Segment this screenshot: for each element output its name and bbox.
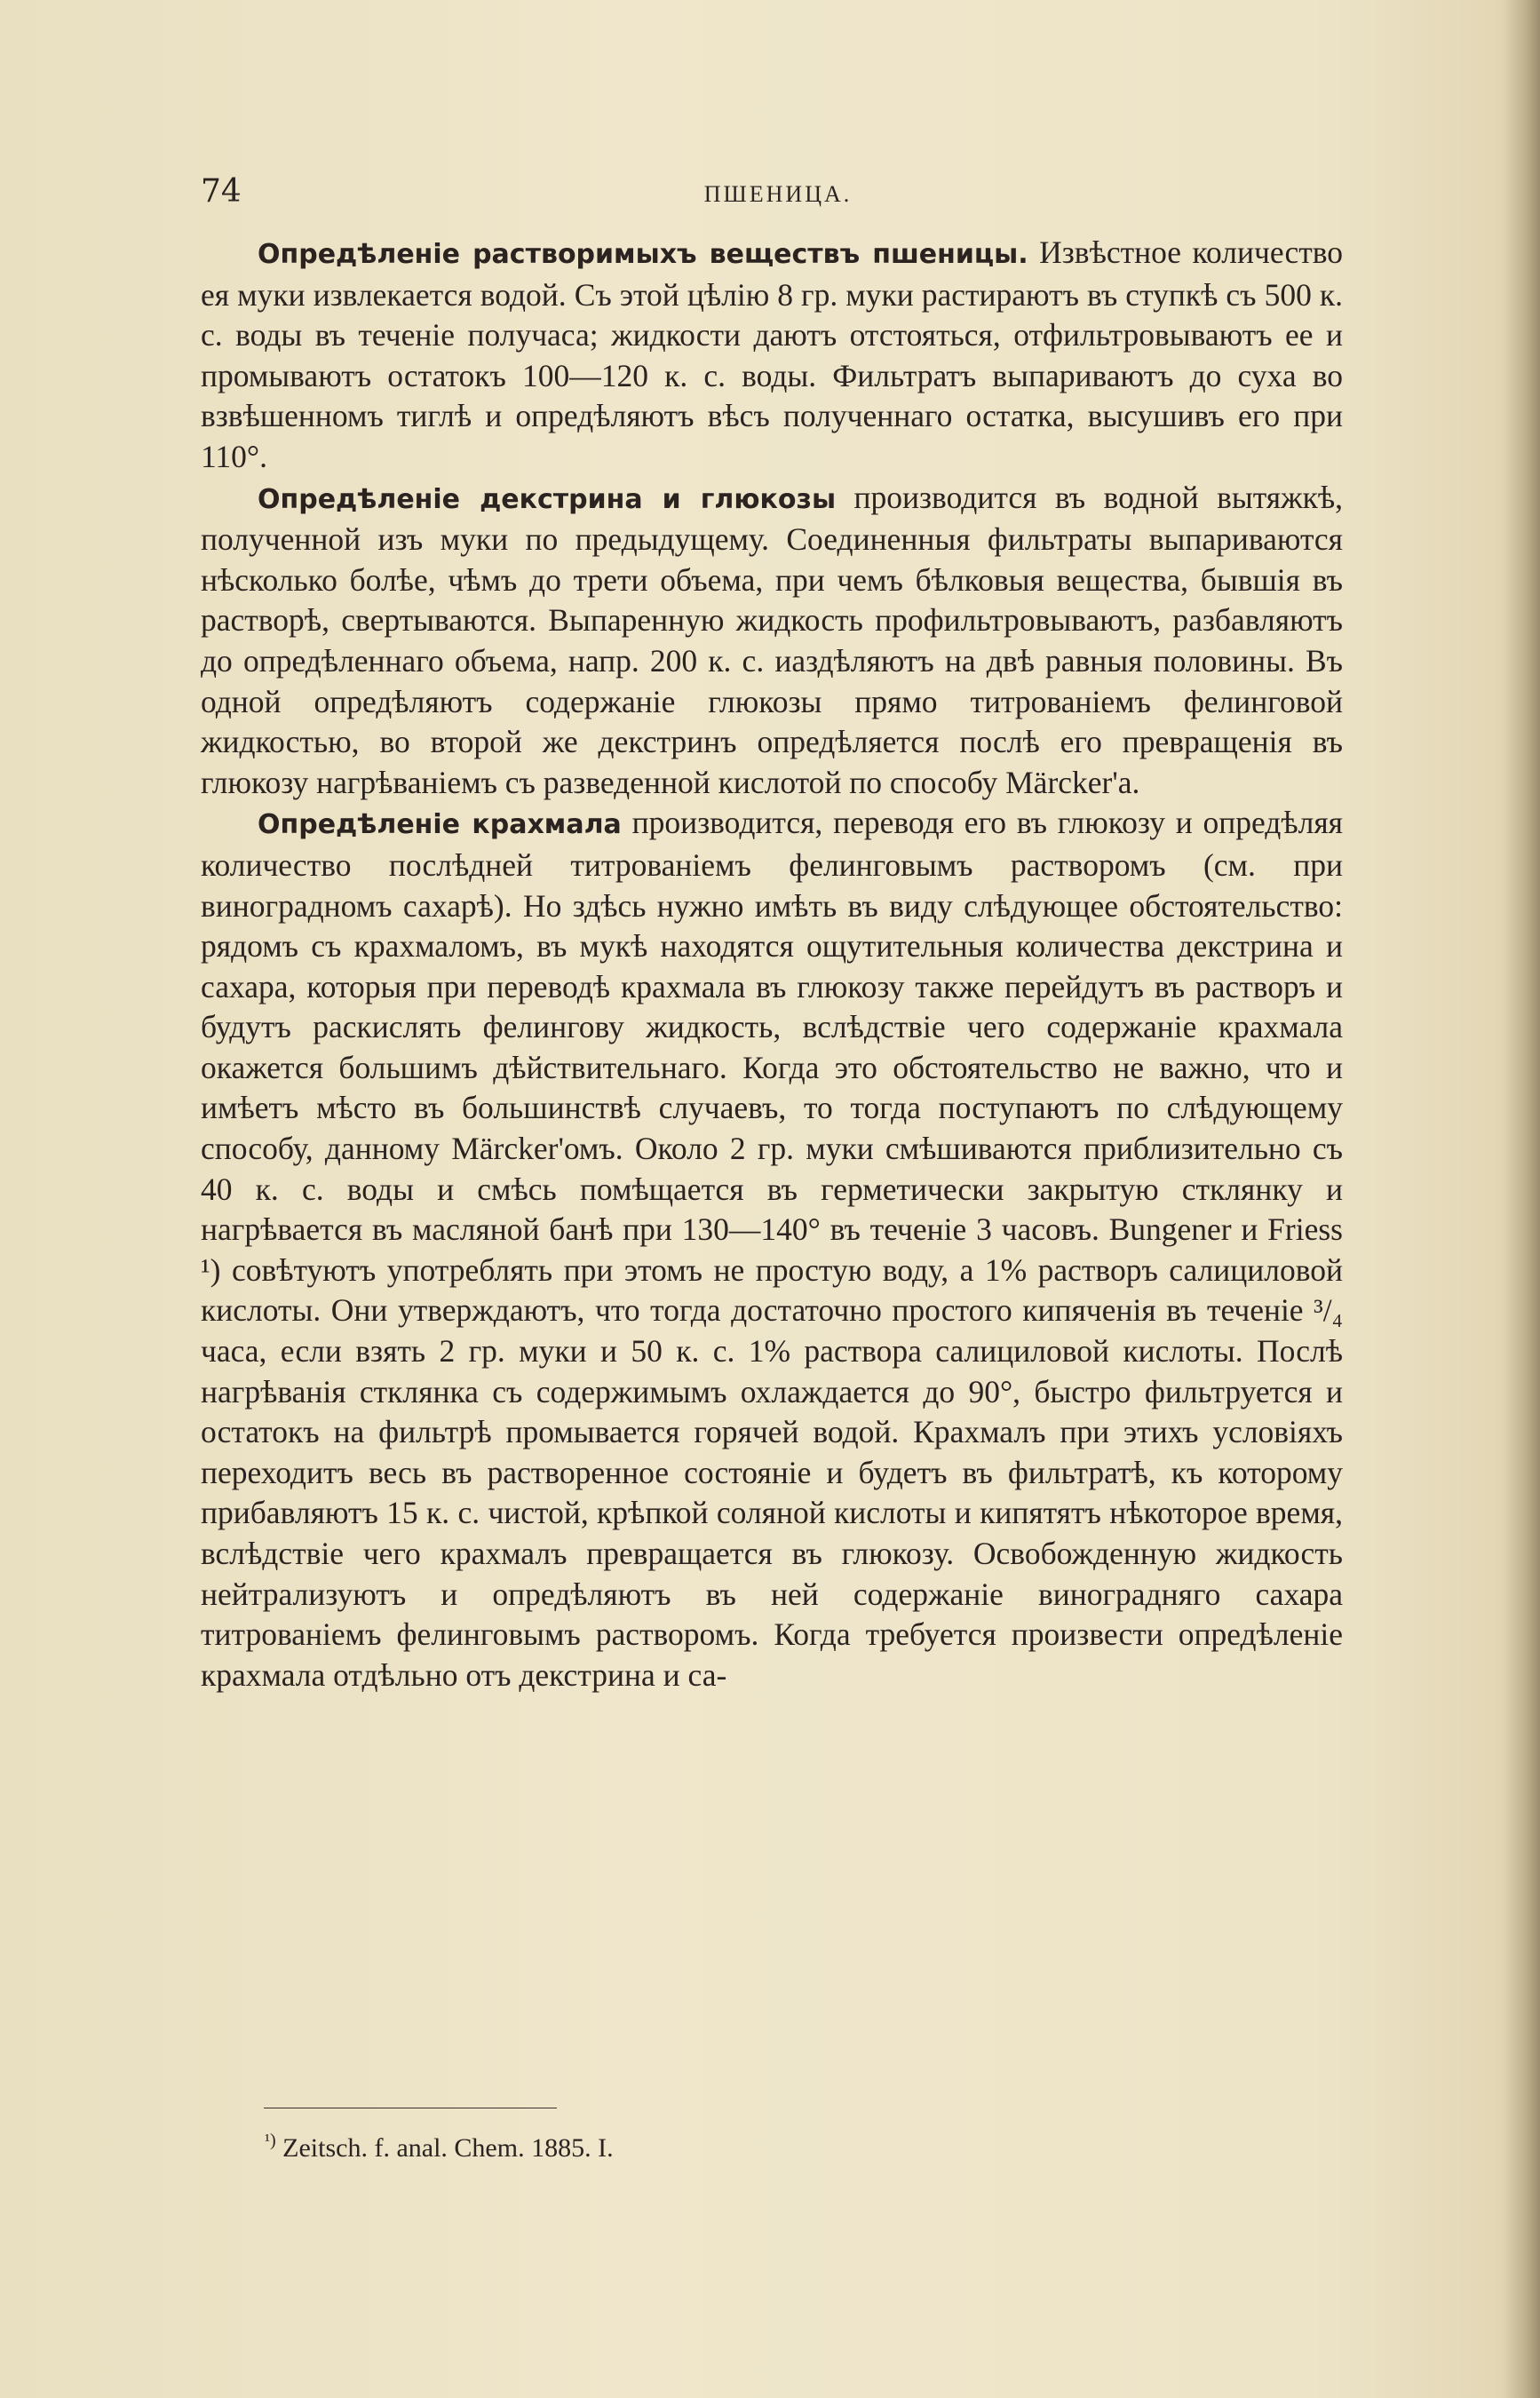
paragraph-text: производится, переводя его въ глюкозу и опредѣляя количество послѣдней титрованіемъ фелинговымъ растворомъ (см. при виноградномъ сахарѣ). Но здѣсь нужно имѣть въ виду слѣдующее обстоятельство: рядомъ съ крахмаломъ, въ мукѣ находятся ощутительныя количества декстрина и сахара, которыя при переводѣ крахмала въ глюкозу также перейдутъ въ растворъ и будутъ раскислять фелингову жидкость, вслѣдствіе чего содержаніе крахмала окажется большимъ дѣйствительнаго. Когда это обстоятельство не важно, что и имѣетъ мѣсто въ большинствѣ случаевъ, то тогда поступаютъ по слѣдующему способу, данному Märcker'омъ. Около 2 гр. муки смѣшиваются приблизительно съ 40 к. с. воды и смѣсь помѣщается въ герметически закрытую стклянку и нагрѣвается въ масляной банѣ при 130—140° въ теченіе 3 часовъ. Bungener и Friess ¹) совѣтуютъ употреблять при этомъ не простую воду, а 1% растворъ салициловой кислоты. Они утверждаютъ, что тогда достаточно простого кипяченія въ теченіе ³/₄ часа, если взять 2 гр. муки и 50 к. с. 1% раствора салициловой кислоты. Послѣ нагрѣванія стклянка съ содержимымъ охлаждается до 90°, быстро фильтруется и остатокъ на фильтрѣ промывается горячей водой. Крахмалъ при этихъ условіяхъ переходитъ весь въ растворенное состояніе и будетъ въ фильтратѣ, къ которому прибавляютъ 15 к. с. чистой, крѣпкой соляной кислоты и кипятятъ нѣкоторое время, вслѣдствіе чего крахмалъ превращается въ глюкозу. Освобожденную жидкость нейтрализуютъ и опредѣляютъ въ ней содержаніе виноградняго сахара титрованіемъ фелинговымъ растворомъ. Когда требуется произвести опредѣленіе крахмала отдѣльно отъ декстрина и са-	[201, 805, 1343, 1693]
page-header	[201, 174, 1355, 218]
footnote-text: Zeitsch. f. anal. Chem. 1885. I.	[275, 2133, 614, 2163]
running-title: ПШЕНИЦА.	[703, 181, 853, 207]
paragraph-heading: Опредѣленіе декстрина и глюкозы	[258, 483, 837, 515]
paragraph-heading: Опредѣленіе крахмала	[258, 809, 622, 841]
paragraph-text: производится въ водной вытяжкѣ, полученной изъ муки по предыдущему. Соединенныя фильтраты выпариваются нѣсколько болѣе, чѣмъ до трети объема, при чемъ бѣлковыя вещества, бывшія въ растворѣ, свертываются. Выпаренную жидкость профильтровываютъ, разбавляютъ до опредѣленнаго объема, напр. 200 к. с. иаздѣляютъ на двѣ равныя половины. Въ одной опредѣляютъ содержаніе глюкозы прямо титрованіемъ фелинговой жидкостью, во второй же декстринъ опредѣляется послѣ его превращенія въ глюкозу нагрѣваніемъ съ разведенной кислотой по способу Märcker'а.	[201, 479, 1343, 800]
paragraph-soluble-substances	[201, 233, 1343, 478]
body-text	[201, 233, 1343, 1695]
paragraph-starch	[201, 803, 1343, 1695]
paragraph-heading: Опредѣленіе растворимыхъ веществъ пшеницы.	[258, 239, 1028, 270]
paragraph-text: Извѣстное количество ея муки извлекается водой. Съ этой цѣлію 8 гр. муки растираютъ въ ступкѣ съ 500 к. с. воды въ теченіе получаса; жидкости даютъ отстояться, отфильтровываютъ ее и промываютъ остатокъ 100—120 к. с. воды. Фильтратъ выпариваютъ до суха во взвѣшенномъ тиглѣ и опредѣляютъ вѣсъ полученнаго остатка, высушивъ его при 110°.	[201, 234, 1343, 474]
page-edge-shadow	[1504, 0, 1540, 2398]
page-number: 74	[201, 173, 242, 210]
footnote	[265, 2123, 1153, 2166]
footnote-marker: ¹)	[265, 2131, 276, 2150]
paragraph-dextrin-glucose	[201, 478, 1343, 804]
